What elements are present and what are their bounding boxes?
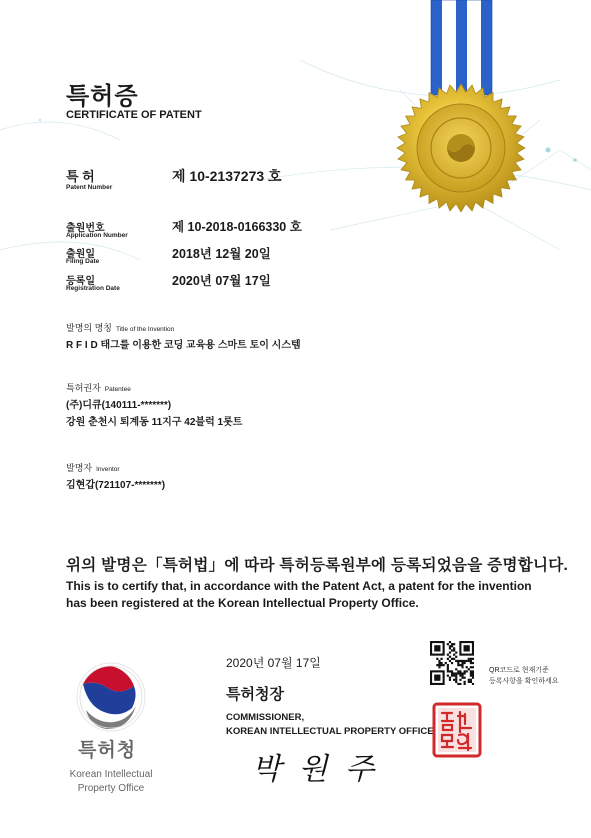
- commissioner-title-en-line2: KOREAN INTELLECTUAL PROPERTY OFFICE: [226, 726, 434, 737]
- invention-title-label-english: Title of the Invention: [115, 326, 175, 333]
- gold-seal-icon: [397, 84, 525, 212]
- patentee-label: [66, 381, 131, 394]
- inventor-label: [66, 461, 120, 474]
- invention-title-label-ko: 발명의 명칭: [66, 323, 112, 333]
- filing-date-label: 출원일: [66, 249, 95, 260]
- application-number-label-english: Application Number: [66, 232, 128, 239]
- filing-date-label-english: Filing Date: [66, 258, 100, 265]
- certificate-title-english: CERTIFICATE OF PATENT: [66, 109, 202, 121]
- invention-title-value: R F I D 태그를 이용한 코딩 교육용 스마트 토이 시스템: [66, 340, 301, 351]
- certification-statement-en: This is to certify that, in accordance with the Patent Act, a patent for the invention has been registered at the Korean Intellectual Property Office.: [66, 579, 532, 610]
- invention-title-label: [66, 321, 174, 334]
- ribbon: [431, 0, 492, 95]
- commissioner-title-en: [226, 711, 434, 739]
- qr-note-line1: QR코드로 현재기준: [489, 667, 549, 674]
- qr-code-icon[interactable]: [430, 641, 474, 685]
- registration-date-label-english: Registration Date: [66, 285, 120, 292]
- kipo-name-ko: 특허청: [78, 740, 137, 761]
- issue-date: 2020년 07월 17일: [226, 656, 321, 670]
- inventor-value: 김현갑(721107-*******): [66, 480, 166, 491]
- patent-number-label-english: Patent Number: [66, 184, 113, 191]
- patent-number-value: 제 10-2137273 호: [172, 168, 282, 184]
- official-seal-stamp-icon: [432, 702, 482, 758]
- registration-date-value: 2020년 07월 17일: [172, 274, 271, 288]
- qr-note-line2: 등록사항을 확인하세요: [489, 678, 559, 685]
- certificate-title: 특허증: [66, 83, 139, 110]
- inventor-label-english: Inventor: [96, 466, 120, 473]
- kipo-logo-icon: [74, 660, 148, 734]
- certification-statement-ko: 위의 발명은「특허법」에 따라 특허등록원부에 등록되었음을 증명합니다.: [66, 557, 569, 574]
- inventor-label-ko: 발명자: [66, 463, 93, 473]
- patentee-address: 강원 춘천시 퇴계동 11지구 42블럭 1롯트: [66, 417, 243, 428]
- commissioner-title-ko: 특허청장: [226, 686, 284, 703]
- kipo-name-en-line1: Korean Intellectual: [69, 769, 153, 780]
- registration-date-label: 등록일: [66, 276, 95, 287]
- kipo-name-en-line2: Property Office: [77, 783, 145, 794]
- application-number-label: 출원번호: [66, 223, 105, 234]
- commissioner-title-en-line1: COMMISSIONER,: [226, 712, 305, 723]
- patentee-label-english: Patentee: [104, 386, 131, 393]
- application-number-value: 제 10-2018-0166330 호: [172, 220, 302, 234]
- patentee-label-ko: 특허권자: [66, 383, 101, 393]
- patent-number-label: 특 허: [66, 169, 95, 184]
- qr-note: [489, 665, 559, 687]
- filing-date-value: 2018년 12월 20일: [172, 247, 271, 261]
- commissioner-signature: 박 원 주: [252, 752, 379, 787]
- kipo-name-en: [56, 768, 166, 796]
- patentee-name: (주)디큐(140111-*******): [66, 400, 172, 411]
